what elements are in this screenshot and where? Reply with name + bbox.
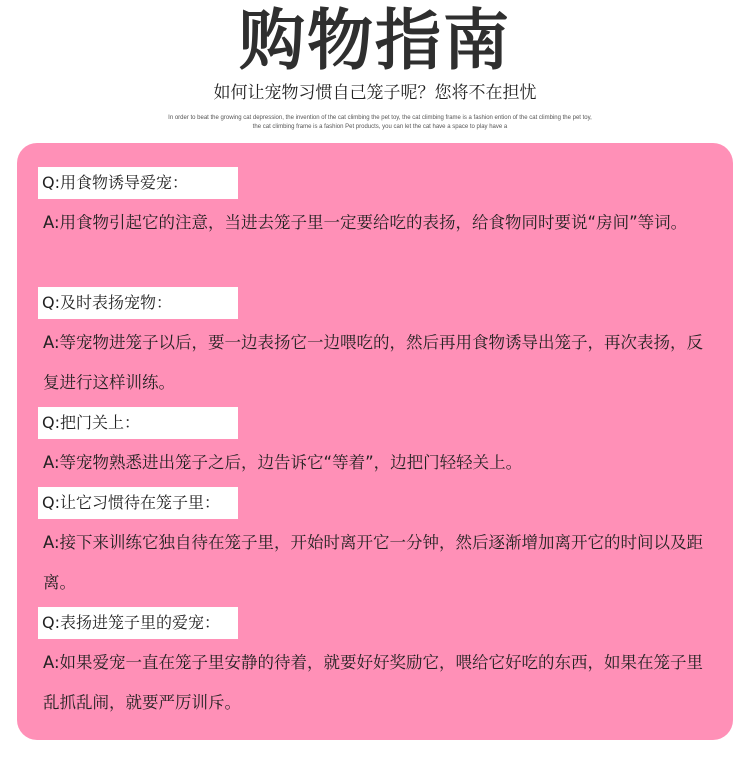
faq-answer-3: A:等宠物熟悉进出笼子之后，边告诉它“等着”，边把门轻轻关上。 xyxy=(43,453,523,472)
page-title: 购物指南 xyxy=(239,2,511,79)
page-subtitle: 如何让宠物习惯自己笼子呢？您将不在担忧 xyxy=(213,83,537,103)
faq-question-3: Q:把门关上： xyxy=(38,407,238,439)
faq-question-2: Q:及时表扬宠物： xyxy=(38,287,238,319)
faq-answer-1: A:用食物引起它的注意，当进去笼子里一定要给吃的表扬，给食物同时要说“房间”等词。 xyxy=(43,213,688,232)
faq-question-4: Q:让它习惯待在笼子里： xyxy=(38,487,238,519)
fine-print-line-2: the cat climbing frame is a fashion Pet products, you can let the cat have a space to play have a xyxy=(252,124,508,130)
fine-print xyxy=(100,114,660,132)
faq-question-5: Q:表扬进笼子里的爱宠： xyxy=(38,607,238,639)
faq-answer-2: A:等宠物进笼子以后，要一边表扬它一边喂吃的，然后再用食物诱导出笼子，再次表扬，反复进行这样训练。 xyxy=(43,333,704,392)
fine-print-line-1: In order to beat the growing cat depression, the invention of the cat climbing the pet toy, the cat climbing frame is a fashion ention of the cat climbing the pet toy, xyxy=(168,115,592,121)
faq-question-1: Q:用食物诱导爱宠： xyxy=(38,167,238,199)
faq-answer-4: A:接下来训练它独自待在笼子里，开始时离开它一分钟，然后逐渐增加离开它的时间以及距离。 xyxy=(43,533,704,592)
faq-answer-5: A:如果爱宠一直在笼子里安静的待着，就要好好奖励它，喂给它好吃的东西，如果在笼子里乱抓乱闹，就要严厉训斥。 xyxy=(43,653,704,712)
